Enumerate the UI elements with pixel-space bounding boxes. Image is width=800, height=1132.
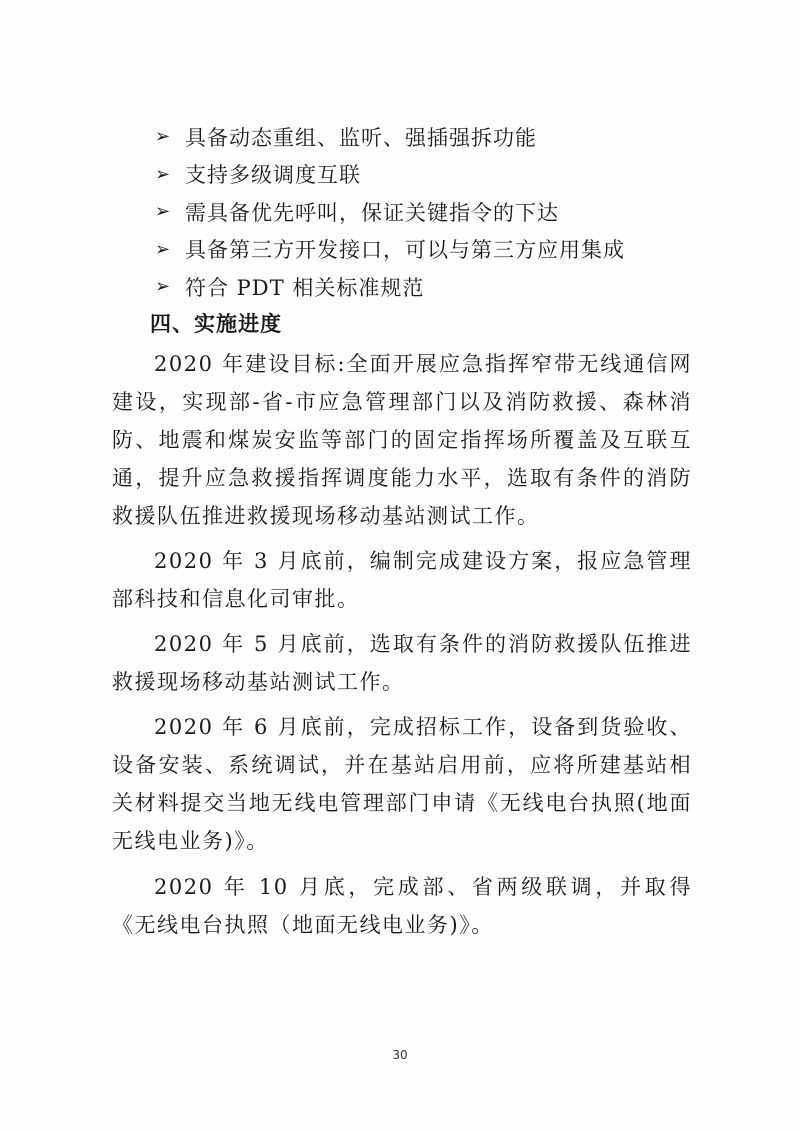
arrow-bullet-icon: ➢ [155,163,172,185]
paragraph-may: 2020 年 5 月底前，选取有条件的消防救援队伍推进救援现场移动基站测试工作。 [112,632,692,694]
paragraph-june: 2020 年 6 月底前，完成招标工作，设备到货验收、设备安装、系统调试，并在基站启用前，应将所建基站相关材料提交当地无线电管理部门申请《无线电台执照(地面无线电业务)》。 [112,715,692,853]
arrow-bullet-icon: ➢ [155,238,172,260]
bullet-text: 具备第三方开发接口，可以与第三方应用集成 [185,238,625,263]
page-number: 30 [392,1048,408,1062]
paragraph-march: 2020 年 3 月底前，编制完成建设方案，报应急管理部科技和信息化司审批。 [112,549,692,611]
bullet-text: 具备动态重组、监听、强插强拆功能 [185,125,537,150]
bullet-item [155,231,715,269]
bullet-text: 需具备优先呼叫，保证关键指令的下达 [185,200,559,225]
requirement-bullet-list [155,118,715,306]
arrow-bullet-icon: ➢ [155,276,172,298]
bullet-text: 符合 PDT 相关标准规范 [185,275,425,300]
paragraph-october: 2020 年 10 月底，完成部、省两级联调，并取得《无线电台执照（地面无线电业务)》。 [112,875,692,937]
bullet-item [155,156,715,194]
bullet-text: 支持多级调度互联 [185,163,361,188]
bullet-item [155,118,715,156]
section-heading: 四、实施进度 [150,312,282,336]
arrow-bullet-icon: ➢ [155,201,172,223]
section-body [112,345,692,951]
bullet-item [155,268,715,306]
bullet-item [155,193,715,231]
arrow-bullet-icon: ➢ [155,126,172,148]
paragraph-2020-goal: 2020 年建设目标:全面开展应急指挥窄带无线通信网建设，实现部-省-市应急管理部门以及消防救援、森林消防、地震和煤炭安监等部门的固定指挥场所覆盖及互联互通，提升应急救援指挥调度能力水平，选取有条件的消防救援队伍推进救援现场移动基站测试工作。 [112,352,692,528]
